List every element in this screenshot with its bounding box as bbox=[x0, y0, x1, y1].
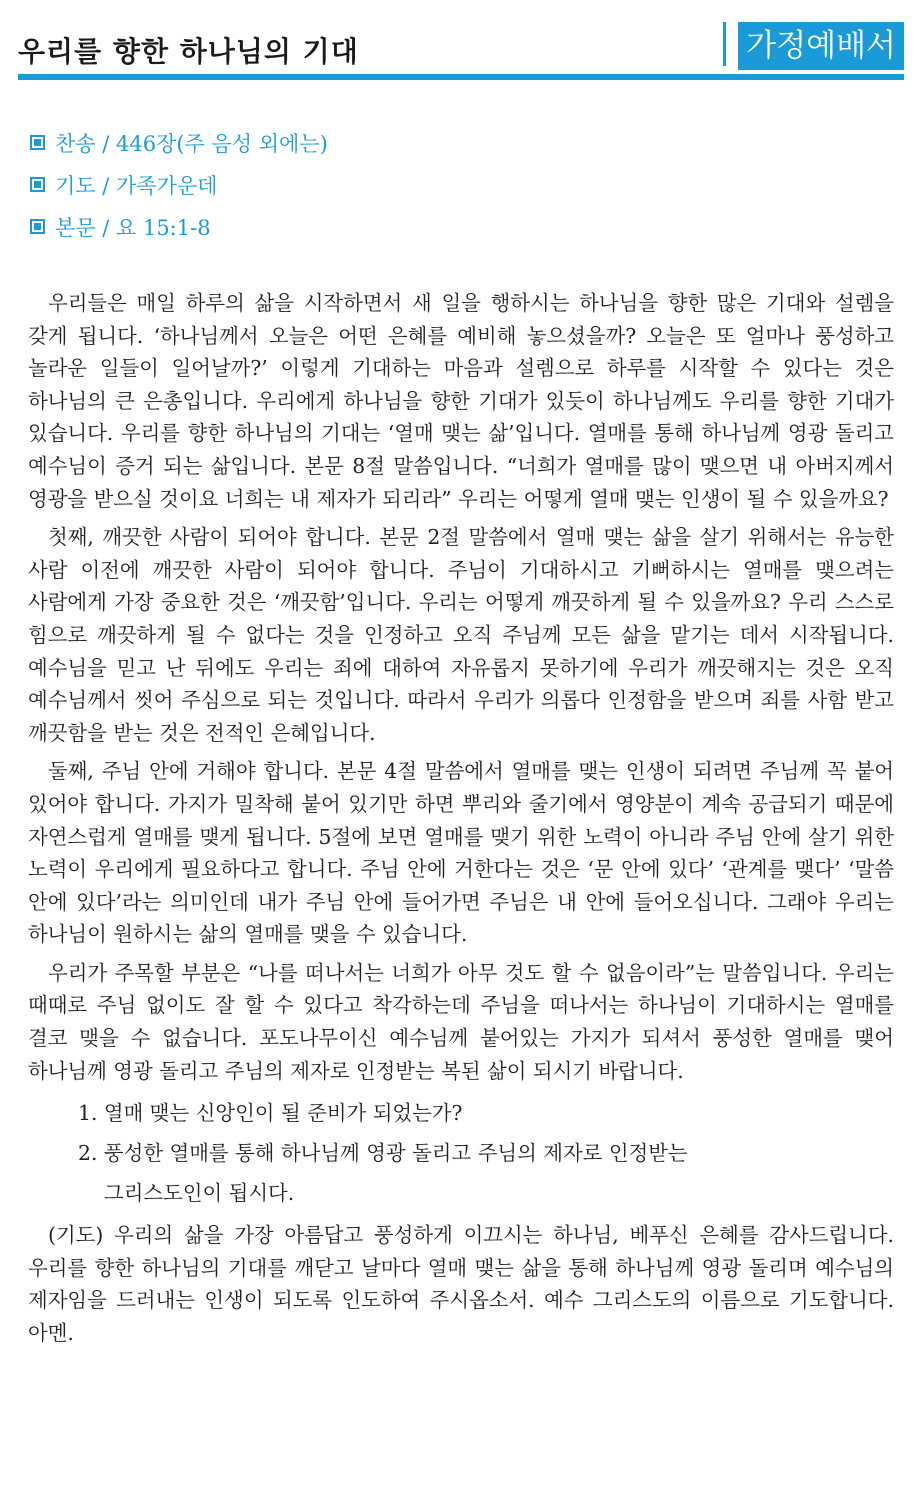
square-bullet-icon bbox=[30, 219, 45, 234]
header-rule bbox=[18, 74, 904, 80]
info-item-hymn bbox=[30, 123, 328, 165]
sermon-body bbox=[28, 287, 894, 1356]
header-divider bbox=[723, 22, 726, 66]
square-bullet-icon bbox=[30, 177, 45, 192]
question-1: 1. 열매 맺는 신앙인이 될 준비가 되었는가? bbox=[78, 1101, 463, 1126]
closing-prayer: (기도) 우리의 삶을 가장 아름답고 풍성하게 이끄시는 하나님, 베푸신 은혜를 감사드립니다. 우리를 향한 하나님의 기대를 깨닫고 날마다 열매 맺는 삶을 통해 하나님께 영광 돌리며 예수님의 제자임을 드러내는 인생이 되도록 인도하여 주시옵소서. 예수 그리스도의 이름으로 기도합니다. 아멘. bbox=[28, 1223, 894, 1346]
worship-info-list bbox=[30, 123, 328, 249]
paragraph-conclusion: 우리가 주목할 부분은 “나를 떠나서는 너희가 아무 것도 할 수 없음이라”는 말씀입니다. 우리는 때때로 주님 없이도 잘 할 수 있다고 착각하는데 주님을 떠나서는 하나님이 기대하시는 열매를 결코 맺을 수 없습니다. 포도나무이신 예수님께 붙어있는 가지가 되셔서 풍성한 열매를 맺어 하나님께 영광 돌리고 주님의 제자로 인정받는 복된 삶이 되시기 바랍니다. bbox=[28, 960, 894, 1083]
question-2: 2. 풍성한 열매를 통해 하나님께 영광 돌리고 주님의 제자로 인정받는 bbox=[78, 1141, 688, 1166]
square-bullet-icon bbox=[30, 135, 45, 150]
paragraph-intro: 우리들은 매일 하루의 삶을 시작하면서 새 일을 행하시는 하나님을 향한 많은 기대와 설렘을 갖게 됩니다. ‘하나님께서 오늘은 어떤 은혜를 예비해 놓으셨을까? 오늘은 또 얼마나 풍성하고 놀라운 일들이 일어날까?’ 이렇게 기대하는 마음과 설렘으로 하루를 시작할 수 있다는 것은 하나님의 큰 은총입니다. 우리에게 하나님을 향한 기대가 있듯이 하나님께도 우리를 향한 기대가 있습니다. 우리를 향한 하나님의 기대는 ‘열매 맺는 삶’입니다. 열매를 통해 하나님께 영광 돌리고 예수님이 증거 되는 삶입니다. 본문 8절 말씀입니다. “너희가 열매를 많이 맺으면 내 아버지께서 영광을 받으실 것이요 너희는 내 제자가 되리라” 우리는 어떻게 열매 맺는 인생이 될 수 있을까요? bbox=[28, 291, 894, 511]
info-item-prayer bbox=[30, 165, 328, 207]
section-badge: 가정예배서 bbox=[738, 22, 904, 70]
info-hymn-text: 찬송 / 446장(주 음성 외에는) bbox=[55, 132, 328, 156]
page-header bbox=[18, 0, 904, 82]
page-title: 우리를 향한 하나님의 기대 bbox=[18, 35, 359, 68]
paragraph-first-point: 첫째, 깨끗한 사람이 되어야 합니다. 본문 2절 말씀에서 열매 맺는 삶을 살기 위해서는 유능한 사람 이전에 깨끗한 사람이 되어야 합니다. 주님이 기대하시고 기뻐하시는 열매를 맺으려는 사람에게 가장 중요한 것은 ‘깨끗함’입니다. 우리는 어떻게 깨끗하게 될 수 있을까요? 우리 스스로 힘으로 깨끗하게 될 수 없다는 것을 인정하고 오직 주님께 모든 삶을 맡기는 데서 시작됩니다. 예수님을 믿고 난 뒤에도 우리는 죄에 대하여 자유롭지 못하기에 우리가 깨끗해지는 것은 오직 예수님께서 씻어 주심으로 되는 것입니다. 따라서 우리가 의롭다 인정함을 받으며 죄를 사함 받고 깨끗함을 받는 것은 전적인 은혜입니다. bbox=[28, 525, 894, 745]
reflection-questions bbox=[28, 1093, 894, 1213]
question-2-continued: 그리스도인이 됩시다. bbox=[104, 1181, 295, 1206]
info-prayer-text: 기도 / 가족가운데 bbox=[55, 174, 218, 198]
info-scripture-text: 본문 / 요 15:1-8 bbox=[55, 216, 211, 240]
paragraph-second-point: 둘째, 주님 안에 거해야 합니다. 본문 4절 말씀에서 열매를 맺는 인생이 되려면 주님께 꼭 붙어 있어야 합니다. 가지가 밀착해 붙어 있기만 하면 뿌리와 줄기에서 영양분이 계속 공급되기 때문에 자연스럽게 열매를 맺게 됩니다. 5절에 보면 열매를 맺기 위한 노력이 아니라 주님 안에 살기 위한 노력이 우리에게 필요하다고 합니다. 주님 안에 거한다는 것은 ‘문 안에 있다’ ‘관계를 맺다’ ‘말씀 안에 있다’라는 의미인데 내가 주님 안에 들어가면 주님은 내 안에 들어오십니다. 그래야 우리는 하나님이 원하시는 삶의 열매를 맺을 수 있습니다. bbox=[28, 759, 894, 947]
info-item-scripture bbox=[30, 207, 328, 249]
